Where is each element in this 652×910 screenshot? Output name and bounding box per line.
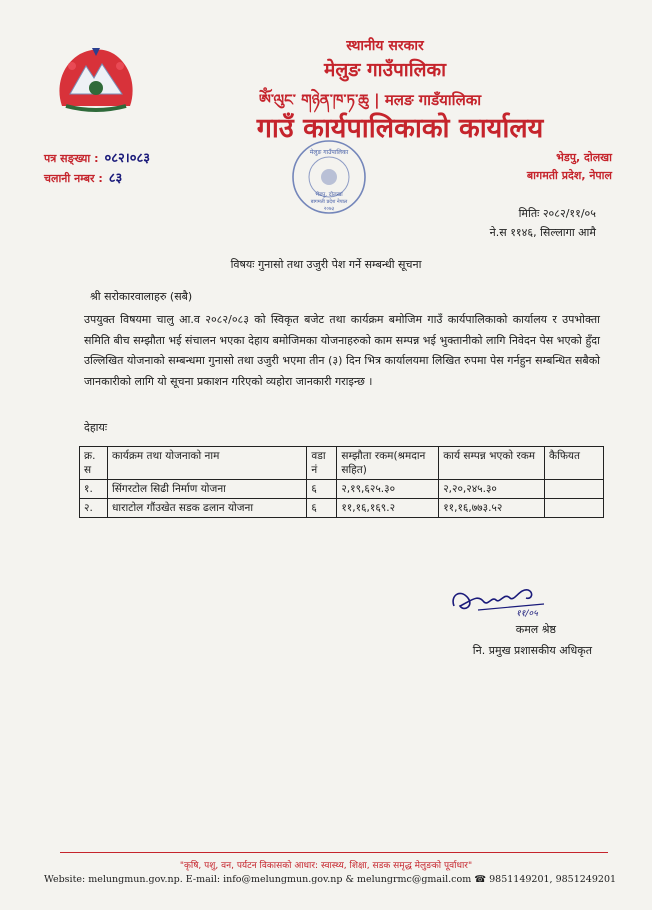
cell-agreement: ११,१६,१६९.२ <box>337 499 439 518</box>
col-header-project: कार्यक्रम तथा योजनाको नाम <box>107 447 306 480</box>
office-address-line1: भेडपु, दोलखा <box>556 151 612 164</box>
stamp-text-1: मेलुङ गाउँपालिका <box>309 149 349 156</box>
date-bs: मितिः २०८२/११/०५ <box>518 207 596 220</box>
table-row <box>80 480 604 499</box>
nepal-emblem-icon <box>52 44 140 114</box>
stamp-text-4: २०७३ <box>323 206 335 212</box>
cell-ward: ६ <box>307 480 337 499</box>
col-header-remarks: कैफियत <box>545 447 604 480</box>
projects-table <box>79 446 604 518</box>
stamp-text-3: बागमती प्रदेश नेपाल <box>310 199 348 205</box>
col-header-ward: वडा नं <box>307 447 337 480</box>
cell-ward: ६ <box>307 499 337 518</box>
col-header-sn: क्र. स <box>80 447 108 480</box>
cell-project: धाराटोल गौंउखेत सडक ढलान योजना <box>107 499 306 518</box>
header-local-government: स्थानीय सरकार <box>346 38 424 54</box>
signature <box>448 570 558 620</box>
salutation: श्री सरोकारवालाहरु (सबै) <box>90 290 193 303</box>
dispatch-number <box>44 168 122 186</box>
signature-date: ११/०५ <box>516 609 538 619</box>
cell-agreement: २,१९,६२५.३० <box>337 480 439 499</box>
col-header-agreement: सम्झौता रकम(श्रमदान सहित) <box>337 447 439 480</box>
cell-completed: ११,१६,७७३.५२ <box>439 499 545 518</box>
official-stamp <box>290 138 368 216</box>
subject-line: विषयः गुनासो तथा उजुरी पेश गर्ने सम्बन्धी सूचना <box>230 258 422 271</box>
table-row <box>80 499 604 518</box>
dispatch-number-label: चलानी नम्बर : <box>44 172 103 185</box>
cell-completed: २,२०,२४५.३० <box>439 480 545 499</box>
schedule-label: देहायः <box>84 421 108 434</box>
office-address-line2: बागमती प्रदेश, नेपाल <box>526 169 612 182</box>
header-office-name: गाउँ कार्यपालिकाको कार्यालय <box>256 113 544 144</box>
footer-motto: "कृषि, पशु, वन, पर्यटन विकासको आधार: स्वास्थ्य, शिक्षा, सडक समृद्ध मेलुङको पूर्वाधार" <box>179 861 473 871</box>
letter-number <box>44 148 150 166</box>
signer-title: नि. प्रमुख प्रशासकीय अधिकृत <box>472 644 592 657</box>
letter-number-label: पत्र सङ्ख्या : <box>44 152 99 165</box>
table-header-row <box>80 447 604 480</box>
footer-divider <box>60 852 608 853</box>
header-local-script-name: ༀ་ལུང་ གཉེན་ཁ་ཏ་ཆུ | मलङ गाडँयालिका <box>258 91 482 109</box>
cell-sn: १. <box>80 480 108 499</box>
col-header-completed: कार्य सम्पन्न भएको रकम <box>439 447 545 480</box>
signer-name: कमल श्रेष्ठ <box>515 623 556 636</box>
dispatch-number-value: ८३ <box>108 171 123 186</box>
header-municipality-name: मेलुङ गाउँपालिका <box>323 59 447 81</box>
cell-sn: २. <box>80 499 108 518</box>
date-nepal-sambat: ने.स ११४६, सिल्लागा आमै <box>489 226 596 239</box>
cell-project: सिंगरटोल सिढी निर्माण योजना <box>107 480 306 499</box>
footer-contact: Website: melungmun.gov.np. E-mail: info@melungmun.gov.np & melungrmc@gmail.com ☎ 9851149201, 9851249201 <box>43 874 617 885</box>
cell-remarks <box>545 499 604 518</box>
notice-body: उपयुक्त विषयमा चालु आ.व २०८२/०८३ को स्विकृत बजेट तथा कार्यक्रम बमोजिम गाउँ कार्यपालिकाको कार्यालय र उपभोक्ता समिति बीच सम्झौता भई संचालन भएका देहाय बमोजिमका योजनाहरुको काम सम्पन्न भई भुक्तानीको लागि निवेदन पेस भएको हुँदा उल्लिखित योजनाको सम्बन्धमा गुनासो तथा उजुरी भएमा तीन (३) दिन भित्र कार्यालयमा लिखित रुपमा पेस गर्नहुन सम्बन्धित सबैको जानकारीको लागि यो सूचना प्रकाशन गरिएको व्यहोरा जानकारी गराइन्छ । <box>84 313 600 388</box>
cell-remarks <box>545 480 604 499</box>
stamp-text-2: भेडपु, दोलखा <box>315 192 343 198</box>
letter-number-value: ०८२।०८३ <box>104 151 150 166</box>
